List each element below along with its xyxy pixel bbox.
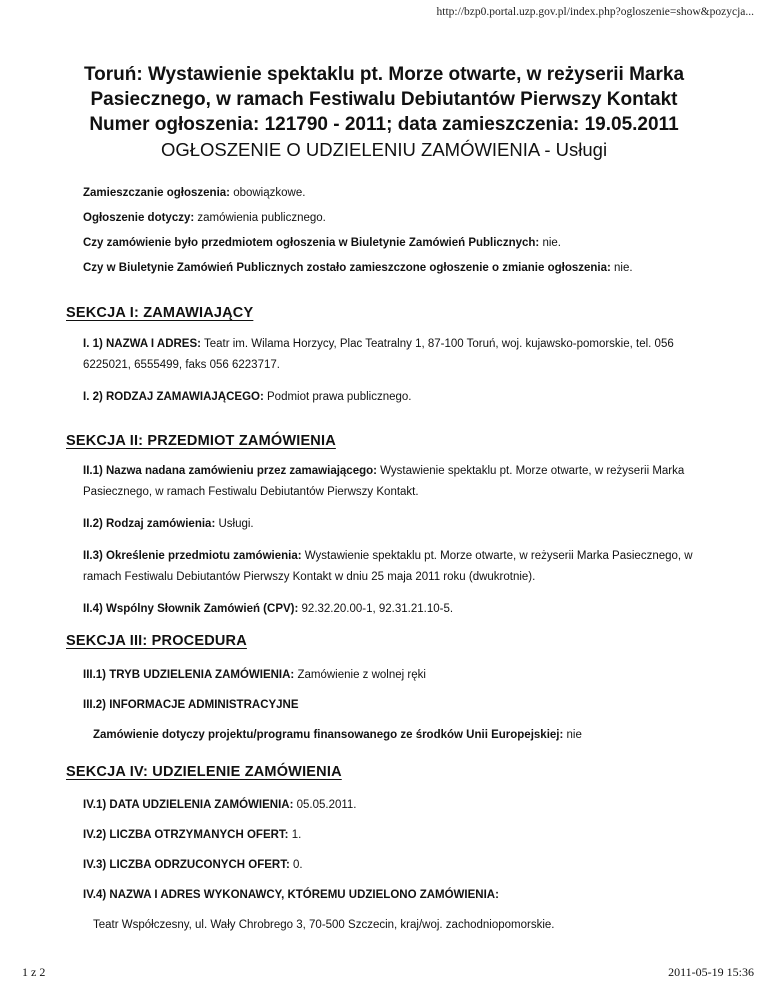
- item-label: III.2) INFORMACJE ADMINISTRACYJNE: [83, 699, 299, 711]
- section-item: [83, 334, 703, 376]
- meta-line: [83, 236, 723, 251]
- item-label: II.1) Nazwa nadana zamówieniu przez zamawiającego:: [83, 465, 377, 477]
- print-url: http://bzp0.portal.uzp.gov.pl/index.php?ogloszenie=show&pozycja...: [436, 6, 754, 18]
- item-value: Zamówienie z wolnej ręki: [294, 669, 426, 681]
- meta-line: [83, 261, 723, 276]
- item-value: Teatr im. Wilama Horzycy, Plac Teatralny 1, 87-100 Toruń, woj. kujawsko-pomorskie, tel. 056 6225021, 6555499, faks 056 6223717.: [83, 338, 674, 371]
- section-item: [83, 514, 703, 535]
- announcement-title: Toruń: Wystawienie spektaklu pt. Morze otwarte, w reżyserii Marka Pasiecznego, w ramach Festiwalu Debiutantów Pierwszy Kontakt Numer ogłoszenia: 121790 - 2011; data zamieszczenia: 19.05.2011: [83, 64, 685, 135]
- item-value: Teatr Współczesny, ul. Wały Chrobrego 3, 70-500 Szczecin, kraj/woj. zachodniopomorskie.: [93, 919, 555, 931]
- item-label: IV.4) NAZWA I ADRES WYKONAWCY, KTÓREMU UDZIELONO ZAMÓWIENIA:: [83, 889, 499, 901]
- item-label: III.1) TRYB UDZIELENIA ZAMÓWIENIA:: [83, 669, 295, 681]
- item-value: nie: [563, 729, 582, 741]
- meta-label: Czy zamówienie było przedmiotem ogłoszenia w Biuletynie Zamówień Publicznych:: [83, 237, 540, 249]
- item-value: Usługi.: [215, 518, 254, 530]
- section-item: [83, 387, 703, 408]
- page-number: 1 z 2: [22, 965, 46, 979]
- section-4-heading: SEKCJA IV: UDZIELENIE ZAMÓWIENIA: [66, 764, 342, 780]
- item-label: IV.1) DATA UDZIELENIA ZAMÓWIENIA:: [83, 799, 294, 811]
- meta-value: nie.: [539, 237, 561, 249]
- section-4-body: [83, 798, 703, 948]
- section-1-body: [83, 334, 703, 419]
- item-label: II.3) Określenie przedmiotu zamówienia:: [83, 550, 302, 562]
- meta-value: zamówienia publicznego.: [194, 212, 326, 224]
- section-3-heading: SEKCJA III: PROCEDURA: [66, 633, 247, 649]
- meta-label: Zamieszczanie ogłoszenia:: [83, 187, 230, 199]
- section-2-heading: SEKCJA II: PRZEDMIOT ZAMÓWIENIA: [66, 433, 336, 449]
- section-1-heading: SEKCJA I: ZAMAWIAJĄCY: [66, 305, 254, 321]
- meta-line: [83, 186, 723, 201]
- meta-line: [83, 211, 723, 226]
- section-item: [83, 546, 703, 588]
- section-item: [83, 698, 703, 713]
- section-item: [83, 668, 703, 683]
- section-item: [83, 728, 703, 743]
- section-item: [83, 599, 703, 620]
- item-value: Wystawienie spektaklu pt. Morze otwarte, w reżyserii Marka Pasiecznego, w ramach Festiwalu Debiutantów Pierwszy Kontakt w dniu 25 maja 2011 roku (dwukrotnie).: [83, 550, 693, 583]
- item-label: Zamówienie dotyczy projektu/programu finansowanego ze środków Unii Europejskiej:: [93, 729, 564, 741]
- item-value: 92.32.20.00-1, 92.31.21.10-5.: [298, 603, 454, 615]
- section-item: [83, 858, 703, 873]
- page-title: [60, 62, 708, 162]
- contractor-address: [83, 918, 703, 933]
- item-value: Podmiot prawa publicznego.: [263, 391, 412, 403]
- meta-label: Czy w Biuletynie Zamówień Publicznych zostało zamieszczone ogłoszenie o zmianie ogłoszenia:: [83, 262, 611, 274]
- section-item: [83, 828, 703, 843]
- item-label: I. 2) RODZAJ ZAMAWIAJĄCEGO:: [83, 391, 264, 403]
- print-datetime: 2011-05-19 15:36: [668, 965, 754, 979]
- section-item: [83, 798, 703, 813]
- item-value: 1.: [288, 829, 302, 841]
- item-value: 0.: [289, 859, 303, 871]
- announcement-type: OGŁOSZENIE O UDZIELENIU ZAMÓWIENIA - Usługi: [160, 139, 608, 160]
- item-label: IV.2) LICZBA OTRZYMANYCH OFERT:: [83, 829, 289, 841]
- item-label: II.2) Rodzaj zamówienia:: [83, 518, 216, 530]
- section-3-body: [83, 668, 703, 758]
- item-label: II.4) Wspólny Słownik Zamówień (CPV):: [83, 603, 299, 615]
- meta-value: nie.: [610, 262, 633, 274]
- announcement-meta: [83, 186, 723, 286]
- section-2-body: [83, 461, 703, 631]
- meta-label: Ogłoszenie dotyczy:: [83, 212, 195, 224]
- section-item: [83, 461, 703, 503]
- item-label: I. 1) NAZWA I ADRES:: [83, 338, 201, 350]
- item-value: Wystawienie spektaklu pt. Morze otwarte, w reżyserii Marka Pasiecznego, w ramach Festiwalu Debiutantów Pierwszy Kontakt.: [83, 465, 685, 498]
- item-label: IV.3) LICZBA ODRZUCONYCH OFERT:: [83, 859, 290, 871]
- section-item: [83, 888, 703, 903]
- meta-value: obowiązkowe.: [230, 187, 306, 199]
- item-value: 05.05.2011.: [293, 799, 357, 811]
